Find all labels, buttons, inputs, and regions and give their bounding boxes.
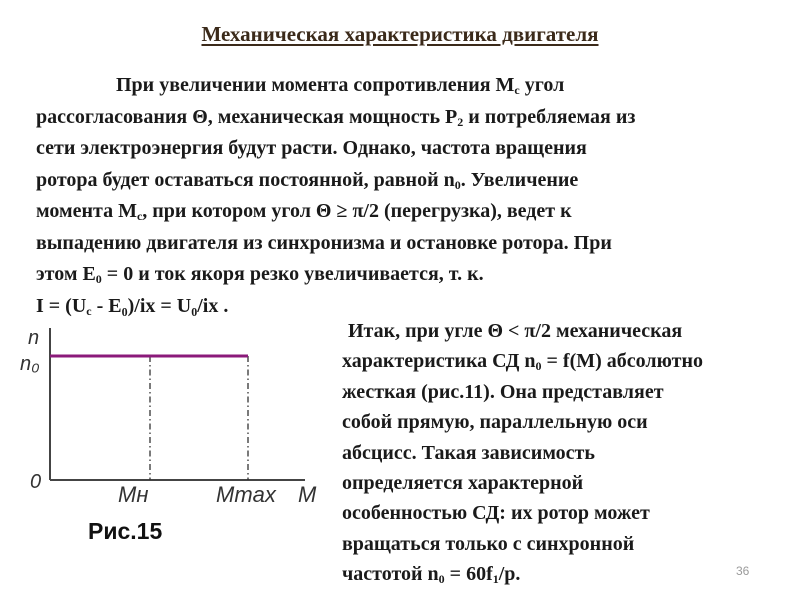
text-run: определяется характерной xyxy=(342,472,584,495)
text-run: ротора будет оставаться постоянной, равной n xyxy=(36,168,455,191)
subscript: 0 xyxy=(95,272,102,286)
subscript: c xyxy=(136,209,143,223)
mn-label: Mн xyxy=(118,482,149,507)
text-run: /p. xyxy=(498,563,521,586)
text-run: абсцисс. Такая зависимость xyxy=(342,441,595,464)
text-run: = f(M) абсолютно xyxy=(541,350,703,373)
text-run: = 0 и ток якоря резко увеличивается, т. к. xyxy=(101,263,484,285)
page-number: 36 xyxy=(736,564,750,578)
subscript: 0 xyxy=(535,359,542,374)
subscript: c xyxy=(514,83,520,97)
n0-label: n₀ xyxy=(20,353,40,375)
text-run: собой прямую, параллельную оси xyxy=(342,411,648,434)
text-run: сети электроэнергия будут расти. Однако, частота вращения xyxy=(36,137,587,159)
text-run: угол xyxy=(519,74,565,96)
subscript: 1 xyxy=(492,572,499,587)
text-run: этом Е xyxy=(36,263,96,285)
text-run: момента М xyxy=(36,200,137,222)
subscript: 0 xyxy=(454,177,461,192)
mmax-label: Mmax xyxy=(216,482,276,507)
y-axis-label: n xyxy=(28,327,40,349)
subscript: c xyxy=(86,303,92,318)
subscript: 2 xyxy=(457,114,464,129)
text-run: частотой n xyxy=(342,563,439,586)
text-run: . Увеличение xyxy=(460,168,579,191)
slide-title: Механическая характеристика двигателя xyxy=(201,22,599,46)
text-run: I = (U xyxy=(36,294,87,317)
text-run: - E₀)/ix = U₀/ix . xyxy=(91,294,229,317)
subscript: 0 xyxy=(438,572,445,587)
text-run: характеристика СД n xyxy=(342,350,536,373)
x-axis-label: M xyxy=(298,482,317,507)
text-run: жесткая (рис.11). Она представляет xyxy=(342,380,664,403)
text-run: рассогласования Θ, механическая мощность Р xyxy=(36,105,458,128)
text-run: и потребляемая из xyxy=(463,105,636,128)
origin-label: 0 xyxy=(30,471,42,493)
text-run: вращаться только с синхронной xyxy=(342,532,635,555)
text-run: особенностью СД: их ротор может xyxy=(342,502,650,525)
text-run: выпадению двигателя из синхронизма и остановке ротора. При xyxy=(36,231,612,254)
text-run: При увеличении момента сопротивления М xyxy=(116,74,515,96)
figure-caption: Рис.15 xyxy=(88,518,163,544)
text-run: Итак, при угле Θ < π/2 механическая xyxy=(348,320,683,342)
text-run: , при котором угол Θ ≥ π/2 (перегрузка), ведет к xyxy=(142,200,572,222)
text-run: = 60f xyxy=(444,563,493,586)
